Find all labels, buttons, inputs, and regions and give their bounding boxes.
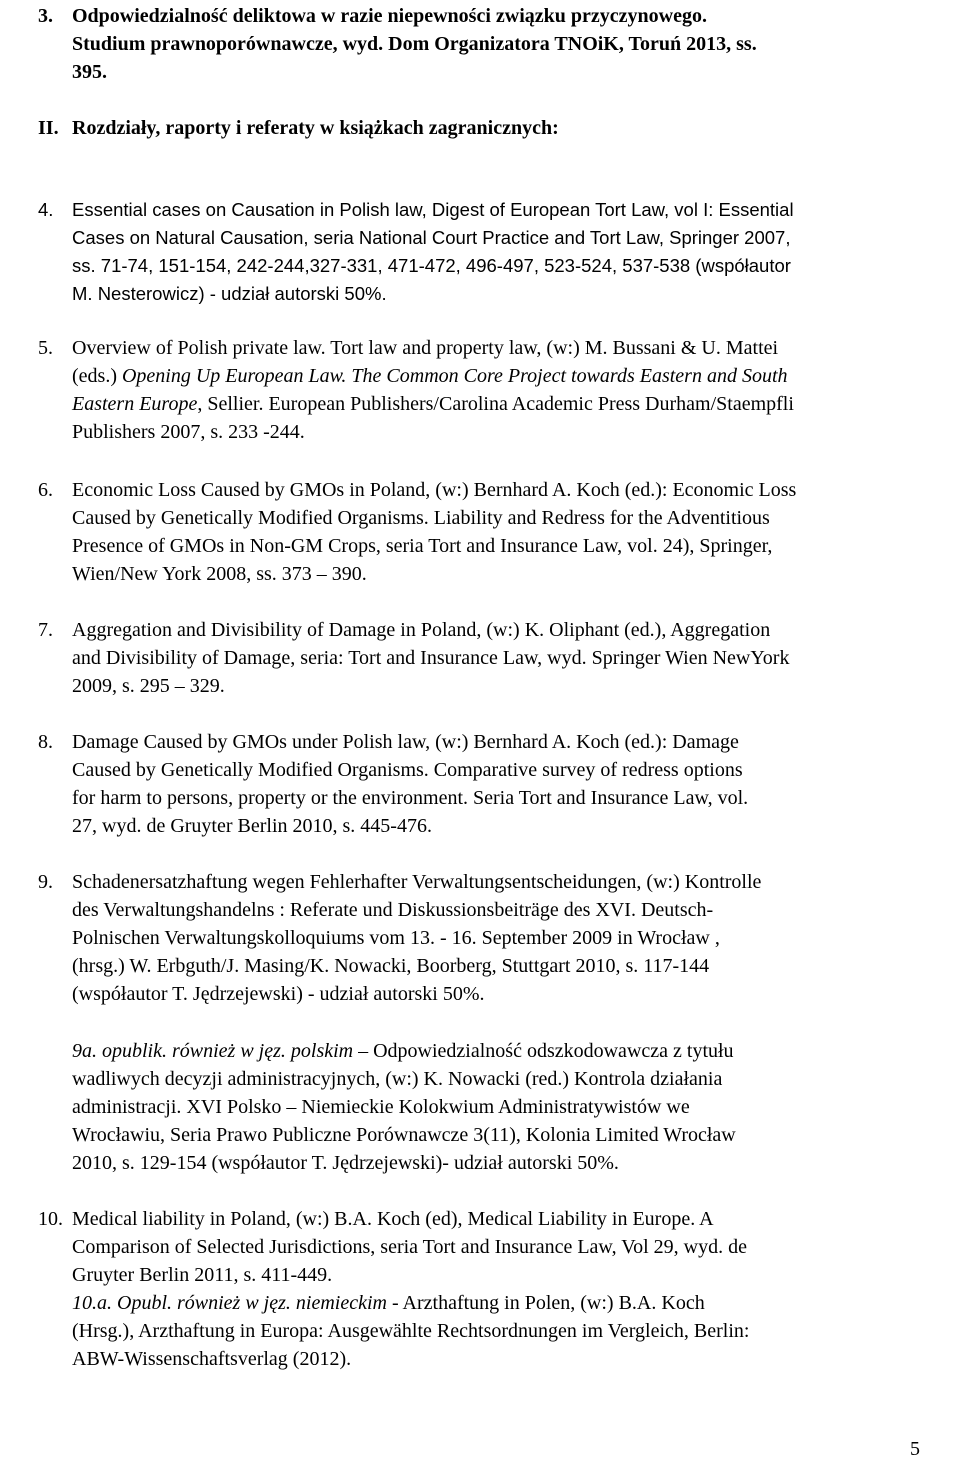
entry-line: 395. (72, 61, 107, 83)
entry-line (72, 390, 958, 418)
entry-line: (Hrsg.), Arzthaftung in Europa: Ausgewählte Rechtsordnungen im Vergleich, Berlin: (72, 1320, 750, 1342)
entry-text: (eds.) (72, 365, 122, 387)
entry-line: Medical liability in Poland, (w:) B.A. Koch (ed), Medical Liability in Europe. A (72, 1208, 714, 1230)
entry-line: des Verwaltungshandelns : Referate und Diskussionsbeiträge des XVI. Deutsch- (72, 899, 714, 921)
entry-line: Studium prawnoporównawcze, wyd. Dom Organizatora TNOiK, Toruń 2013, ss. (72, 33, 757, 55)
subentry-label: 9a. opublik. również w jęz. polskim (72, 1040, 354, 1062)
entry-line: (hrsg.) W. Erbguth/J. Masing/K. Nowacki, Boorberg, Stuttgart 2010, s. 117-144 (72, 955, 710, 977)
entry-line: 2010, s. 129-154 (współautor T. Jędrzejewski)- udział autorski 50%. (72, 1152, 619, 1174)
entry-10 (38, 1205, 958, 1373)
entry-7 (38, 616, 958, 700)
entry-line: 2009, s. 295 – 329. (72, 675, 225, 697)
entry-line: and Divisibility of Damage, seria: Tort and Insurance Law, wyd. Springer Wien NewYork (72, 647, 790, 669)
entry-text: - Arzthaftung in Polen, (w:) B.A. Koch (386, 1292, 705, 1314)
entry-line: Damage Caused by GMOs under Polish law, (w:) Bernhard A. Koch (ed.): Damage (72, 731, 739, 753)
entry-line: Schadenersatzhaftung wegen Fehlerhafter Verwaltungsentscheidungen, (w:) Kontrolle (72, 871, 762, 893)
entry-number: 3. (38, 5, 53, 27)
entry-line: for harm to persons, property or the environment. Seria Tort and Insurance Law, vol. (72, 787, 749, 809)
entry-number: 4. (38, 199, 54, 220)
entry-number: 6. (38, 479, 53, 501)
entry-line: Wien/New York 2008, ss. 373 – 390. (72, 563, 367, 585)
section-heading (38, 114, 958, 142)
entry-line: ss. 71-74, 151-154, 242-244,327-331, 471-472, 496-497, 523-524, 537-538 (współautor (72, 255, 791, 276)
entry-line: Publishers 2007, s. 233 -244. (72, 421, 305, 443)
entry-number: 9. (38, 871, 53, 893)
entry-4 (38, 196, 958, 308)
entry-line (72, 362, 958, 390)
entry-line: Overview of Polish private law. Tort law and property law, (w:) M. Bussani & U. Mattei (72, 337, 779, 359)
entry-6 (38, 476, 958, 588)
entry-line: Caused by Genetically Modified Organisms. Liability and Redress for the Adventitious (72, 507, 770, 529)
entry-line: Presence of GMOs in Non-GM Crops, seria Tort and Insurance Law, vol. 24), Springer, (72, 535, 773, 557)
entry-line: (współautor T. Jędrzejewski) - udział autorski 50%. (72, 983, 485, 1005)
entry-5 (38, 334, 958, 446)
entry-line: 27, wyd. de Gruyter Berlin 2010, s. 445-476. (72, 815, 432, 837)
section-title: Rozdziały, raporty i referaty w książkach zagranicznych: (72, 117, 559, 139)
entry-line: administracji. XVI Polsko – Niemieckie Kolokwium Administratywistów we (72, 1096, 690, 1118)
subentry-label: 10.a. Opubl. również w jęz. niemieckim (72, 1292, 387, 1314)
entry-8 (38, 728, 958, 840)
entry-line: Aggregation and Divisibility of Damage in Poland, (w:) K. Oliphant (ed.), Aggregation (72, 619, 771, 641)
entry-line (72, 1289, 958, 1317)
entry-line: Gruyter Berlin 2011, s. 411-449. (72, 1264, 333, 1286)
entry-line: Wrocławiu, Seria Prawo Publiczne Porównawcze 3(11), Kolonia Limited Wrocław (72, 1124, 736, 1146)
entry-9a (72, 1037, 952, 1177)
entry-line: Cases on Natural Causation, seria National Court Practice and Tort Law, Springer 2007, (72, 227, 791, 248)
entry-line: M. Nesterowicz) - udział autorski 50%. (72, 283, 387, 304)
entry-text: , Sellier. European Publishers/Carolina Academic Press Durham/Staempfli (197, 393, 794, 415)
entry-line: Essential cases on Causation in Polish law, Digest of European Tort Law, vol I: Essential (72, 199, 794, 220)
entry-number: 5. (38, 337, 53, 359)
entry-line: Economic Loss Caused by GMOs in Poland, (w:) Bernhard A. Koch (ed.): Economic Loss (72, 479, 797, 501)
book-title: Eastern Europe (72, 393, 198, 415)
entry-line: wadliwych decyzji administracyjnych, (w:) K. Nowacki (red.) Kontrola działania (72, 1068, 723, 1090)
entry-line: Odpowiedzialność deliktowa w razie niepewności związku przyczynowego. (72, 5, 707, 27)
entry-9 (38, 868, 958, 1008)
section-number: II. (38, 117, 59, 139)
entry-line: Comparison of Selected Jurisdictions, seria Tort and Insurance Law, Vol 29, wyd. de (72, 1236, 747, 1258)
entry-number: 10. (38, 1208, 63, 1230)
book-title: Opening Up European Law. The Common Core Project towards Eastern and South (121, 365, 788, 387)
entry-line: Caused by Genetically Modified Organisms. Comparative survey of redress options (72, 759, 743, 781)
entry-line (72, 1037, 952, 1065)
entry-text: – Odpowiedzialność odszkodowawcza z tytułu (353, 1040, 734, 1062)
entry-number: 7. (38, 619, 53, 641)
entry-line: Polnischen Verwaltungskolloquiums vom 13. - 16. September 2009 in Wrocław , (72, 927, 720, 949)
entry-number: 8. (38, 731, 53, 753)
entry-line: ABW-Wissenschaftsverlag (2012). (72, 1348, 352, 1370)
entry-3 (38, 2, 958, 86)
page-number: 5 (910, 1438, 920, 1460)
